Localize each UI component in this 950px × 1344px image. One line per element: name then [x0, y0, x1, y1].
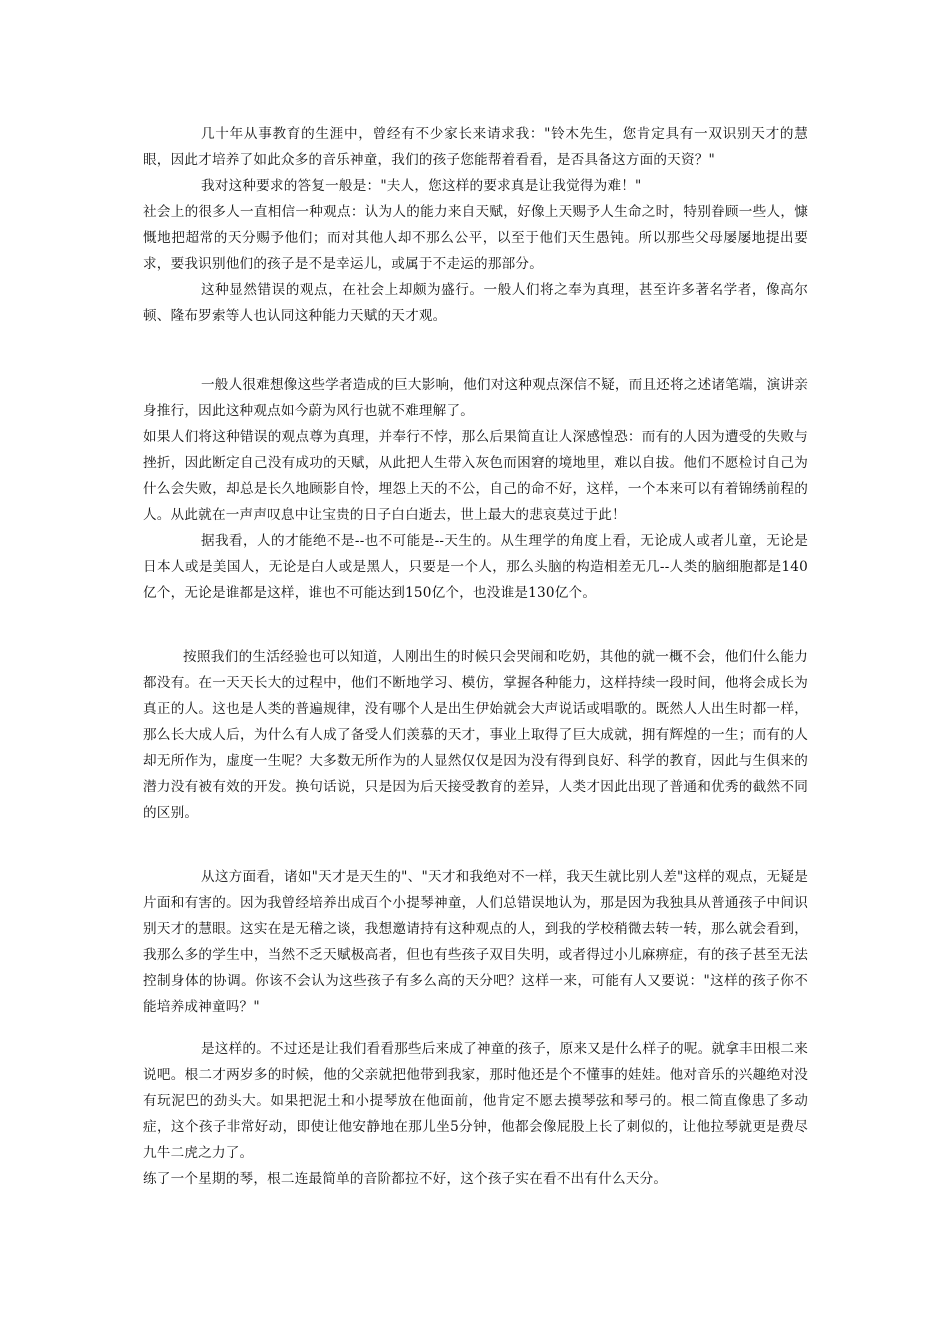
paragraph-3: 社会上的很多人一直相信一种观点：认为人的能力来自天赋，好像上天赐予人生命之时，特别眷顾一些人，慷慨地把超常的天分赐予他们；而对其他人却不那么公平，以至于他们天生愚钝。所以那些父母屡屡地提出要求，要我识别他们的孩子是不是幸运儿，或属于不走运的那部分。 — [143, 204, 808, 272]
paragraph-7: 据我看，人的才能绝不是--也不可能是--天生的。从生理学的角度上看，无论成人或者儿童，无论是日本人或是美国人，无论是白人或是黑人，只要是一个人，那么头脑的构造相差无几--人类的脑细胞都是140亿个，无论是谁都是这样，谁也不可能达到150亿个，也没谁是130亿个。 — [143, 533, 808, 601]
paragraph-1: 几十年从事教育的生涯中，曾经有不少家长来请求我："铃木先生，您肯定具有一双识别天才的慧眼，因此才培养了如此众多的音乐神童，我们的孩子您能帮着看看，是否具备这方面的天资？" — [143, 126, 808, 168]
paragraph-2: 我对这种要求的答复一般是："夫人，您这样的要求真是让我觉得为难！" — [201, 178, 642, 194]
paragraph-11: 练了一个星期的琴，根二连最简单的音阶都拉不好，这个孩子实在看不出有什么天分。 — [143, 1171, 668, 1187]
paragraph-4: 这种显然错误的观点，在社会上却颇为盛行。一般人们将之奉为真理，甚至许多著名学者，像高尔顿、隆布罗索等人也认同这种能力天赋的天才观。 — [143, 282, 808, 324]
paragraph-6: 如果人们将这种错误的观点尊为真理，并奉行不悖，那么后果简直让人深感惶恐：而有的人因为遭受的失败与挫折，因此断定自己没有成功的天赋，从此把人生带入灰色而困窘的境地里，难以自拔。他们不愿检讨自己为什么会失败，却总是长久地顾影自怜，埋怨上天的不公，自己的命不好，这样，一个本来可以有着锦绣前程的人。从此就在一声声叹息中让宝贵的日子白白逝去，世上最大的悲哀莫过于此！ — [143, 429, 808, 523]
paragraph-8: 按照我们的生活经验也可以知道，人刚出生的时候只会哭闹和吃奶，其他的就一概不会，他们什么能力都没有。在一天天长大的过程中，他们不断地学习、模仿，掌握各种能力，这样持续一段时间，他将会成长为真正的人。这也是人类的普遍规律，没有哪个人是出生伊始就会大声说话或唱歌的。既然人人出生时都一样，那么长大成人后，为什么有人成了备受人们羡慕的天才，事业上取得了巨大成就，拥有辉煌的一生；而有的人却无所作为，虚度一生呢？大多数无所作为的人显然仅仅是因为没有得到良好、科学的教育，因此与生俱来的潜力没有被有效的开发。换句话说，只是因为后天接受教育的差异，人类才因此出现了普通和优秀的截然不同的区别。 — [143, 649, 808, 821]
paragraph-9: 从这方面看，诸如"天才是天生的"、"天才和我绝对不一样，我天生就比别人差"这样的观点，无疑是片面和有害的。因为我曾经培养出成百个小提琴神童，人们总错误地认为，那是因为我独具从普通孩子中间识别天才的慧眼。这实在是无稽之谈，我想邀请持有这种观点的人，到我的学校稍微去转一转，那么就会看到，我那么多的学生中，当然不乏天赋极高者，但也有些孩子双目失明，或者得过小儿麻痹症，有的孩子甚至无法控制身体的协调。你该不会认为这些孩子有多么高的天分吧？这样一来，可能有人又要说："这样的孩子你不能培养成神童吗？" — [143, 869, 808, 1015]
paragraph-5: 一般人很难想像这些学者造成的巨大影响，他们对这种观点深信不疑，而且还将之述诸笔端，演讲亲身推行，因此这种观点如今蔚为风行也就不难理解了。 — [143, 377, 808, 419]
paragraph-10: 是这样的。不过还是让我们看看那些后来成了神童的孩子，原来又是什么样子的呢。就拿丰田根二来说吧。根二才两岁多的时候，他的父亲就把他带到我家，那时他还是个不懂事的娃娃。他对音乐的兴趣绝对没有玩泥巴的劲头大。如果把泥土和小提琴放在他面前，他肯定不愿去摸琴弦和琴弓的。根二简直像患了多动症，这个孩子非常好动，即使让他安静地在那儿坐5分钟，他都会像屁股上长了刺似的，让他拉琴就更是费尽九牛二虎之力了。 — [143, 1041, 808, 1161]
